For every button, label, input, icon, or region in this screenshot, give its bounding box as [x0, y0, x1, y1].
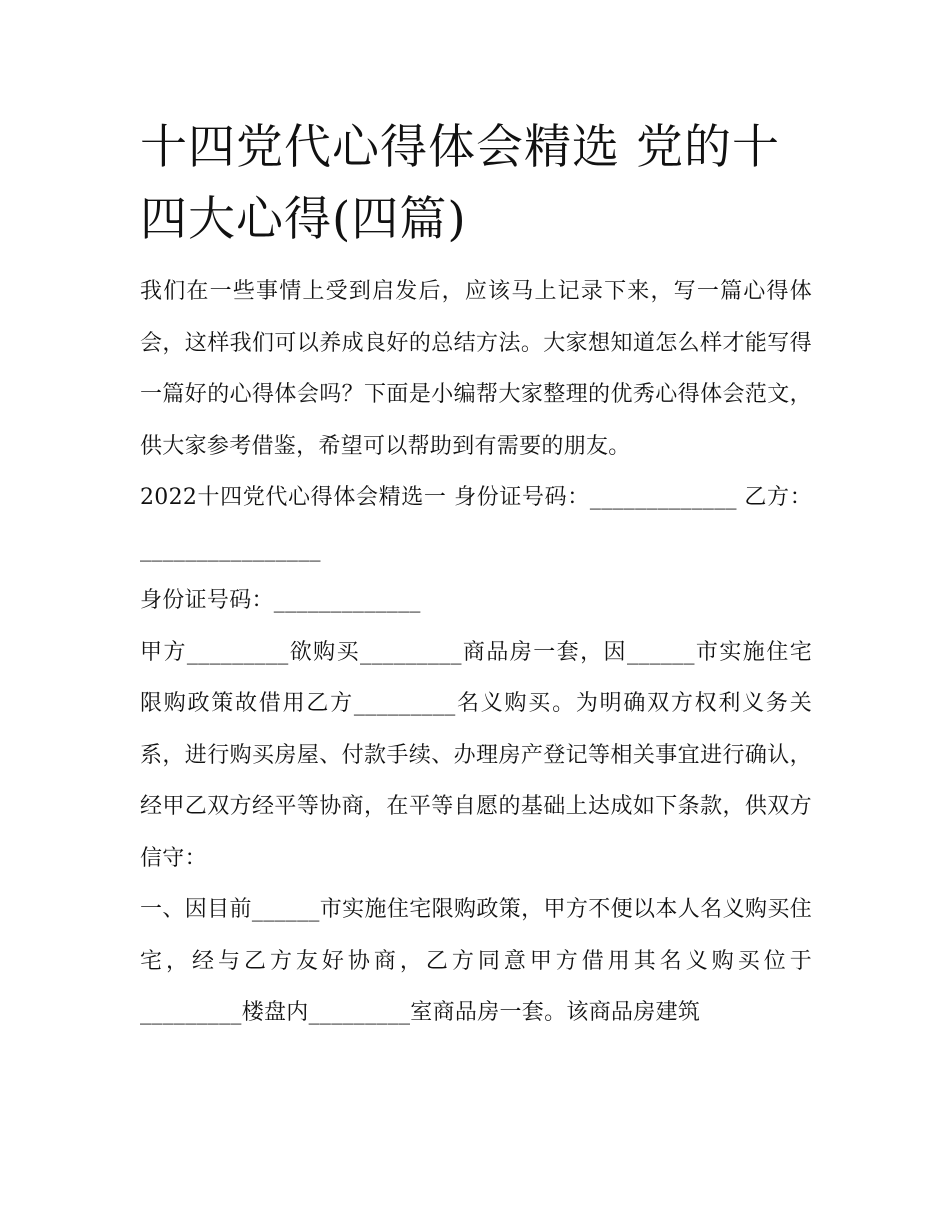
id-number-line: 身份证号码：_____________ [140, 588, 421, 613]
intro-paragraph: 我们在一些事情上受到启发后，应该马上记录下来，写一篇心得体会，这样我们可以养成良好的总结方法。大家想知道怎么样才能写得一篇好的心得体会吗？下面是小编帮大家整理的优秀心得体会范文，供大家参考借鉴，希望可以帮助到有需要的朋友。 [140, 279, 812, 459]
document-title: 十四党代心得体会精选 党的十四大心得(四篇) [140, 120, 780, 247]
clause-one-paragraph: 一、因目前______市实施住宅限购政策，甲方不便以本人名义购买住宅，经与乙方友好协商，乙方同意甲方借用其名义购买位于_________楼盘内_________室商品房一套。该商品房建筑 [140, 897, 812, 1025]
purchase-paragraph: 甲方_________欲购买_________商品房一套，因______市实施住宅限购政策故借用乙方_________名义购买。为明确双方权利义务关系，进行购买房屋、付款手续、办理房产登记等相关事宜进行确认，经甲乙双方经平等协商，在平等自愿的基础上达成如下条款，供双方信守： [140, 639, 812, 871]
document-page [140, 112, 812, 1039]
section-one-header-line: 2022十四党代心得体会精选一 身份证号码：_____________ 乙方：________________ [140, 485, 812, 562]
